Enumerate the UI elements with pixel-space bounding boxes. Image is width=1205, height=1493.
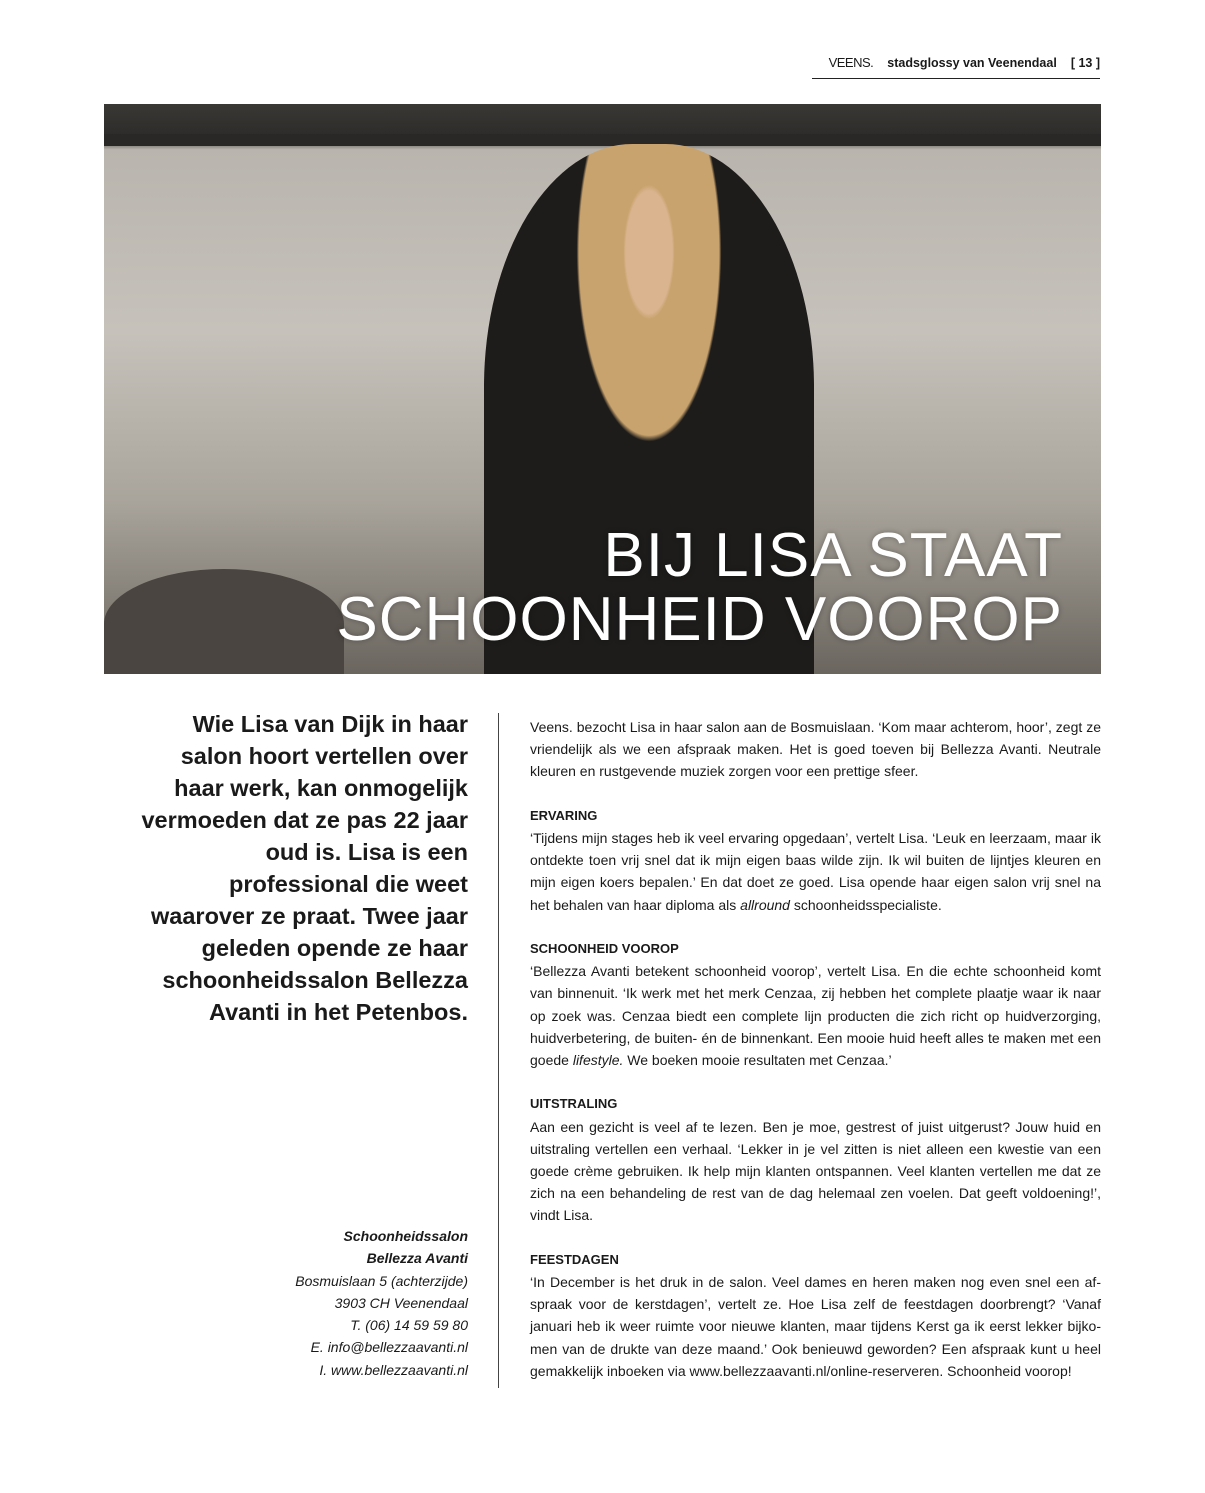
website: I. www.bellezzaavanti.nl [319,1361,468,1378]
text: schoonheidsspecialiste. [789,896,942,913]
subheading: ERVARING [530,807,598,823]
paragraph: Veens. bezocht Lisa in haar salon aan de Bosmuislaan. ‘Kom maar achterom, hoor’, zegt ze vriendelijk als we een afspraak maken. Het is goed toeven bij Bellezza Avanti. Neutrale kleuren en rustgevende muziek zorgen voor een prettige sfeer. [530,719,1101,780]
text: ‘Tijdens mijn stages heb ik veel ervaring opgedaan’, vertelt Lisa. ‘Leuk en leerzaam, maar ik ontdekte toen vrij snel dat ik mijn eigen baas wilde zijn. Ik wil buiten de lijntjes kleuren en mijn eigen koers bepalen.’ En dat doet ze goed. Lisa opende haar eigen salon vrij snel na het behalen van haar diploma als [530,830,1101,913]
paragraph: ‘In December is het druk in de salon. Veel dames en heren maken nog even snel een afspraak voor de kerstdagen’, vertelt ze. Hoe Lisa zelf de feestdagen doorbrengt? ‘Vanaf januari heb ik weer ruimte voor nieuwe klanten, maar tijdens Kerst ga ik eerst lekker bijkomen van de drukte van deze maand.’ Ook benieuwd geworden? Een afspraak kunt u heel gemakkelijk inboeken via www.bellezzaavanti.nl/online-reserveren. Schoonheid voorop! [530,1274,1101,1379]
paragraph [530,827,1101,916]
title-line-1: BIJ LISA STAAT [603,521,1063,590]
salon-name-2: Bellezza Avanti [366,1250,468,1267]
publication-name: stadsglossy van Veenendaal [887,56,1057,70]
header-rule [812,78,1100,79]
city: 3903 CH Veenendaal [334,1294,468,1311]
contact-block [200,1225,468,1381]
paragraph: Aan een gezicht is veel af te lezen. Ben je moe, gestrest of juist uitgerust? Jouw huid en uitstraling vertellen een verhaal. ‘Lekker in je vel zitten is niet alleen een kwestie van een goede crème gebruiken. Ik help mijn klanten ontspannen. Veel klanten vertellen me dat ze zich na een behandeling de rest van de dag helemaal zen voelen. Dat geeft voldoening!’, vindt Lisa. [530,1118,1101,1224]
article-title [336,521,1063,654]
magazine-logo: VEENS. [828,55,874,70]
subheading: FEESTDAGEN [530,1251,619,1267]
italic-text: lifestyle. [572,1052,624,1069]
subheading: UITSTRALING [530,1096,618,1112]
sink-bowl [104,569,344,674]
email: E. info@bellezzaavanti.nl [310,1339,468,1356]
hero-photo [104,104,1101,674]
article-body [530,716,1101,1404]
page-number: [ 13 ] [1070,56,1100,70]
paragraph [530,960,1101,1071]
text: ‘Bellezza Avanti betekent schoonheid voorop’, vertelt Lisa. En die echte schoonheid komt van binnenuit. ‘Ik werk met het merk Cenzaa, zij hebben het complete plaatje waar ik naar op zoek was. Cenzaa biedt een complete lijn producten die zich richt op huidverzorging, huidverbetering, de buiten- én de binnenkant. Een mooie huid heeft alles te maken met een goede [530,963,1101,1069]
italic-text: allround [740,896,790,913]
running-header [829,55,1100,70]
address: Bosmuislaan 5 (achterzijde) [295,1272,468,1289]
text: We boeken mooie resultaten met Cenzaa.’ [623,1052,892,1069]
subheading: SCHOONHEID VOOROP [530,941,679,956]
shelf [104,134,1101,146]
title-line-2: SCHOONHEID VOOROP [336,585,1063,654]
intro-lead: Wie Lisa van Dijk in haar salon hoort vertellen over haar werk, kan onmogelijk vermoeden dat ze pas 22 jaar oud is. Lisa is een professional die weet waarover ze praat. Twee jaar geleden opende ze haar schoonheidssalon Bellezza Avanti in het Petenbos. [141,711,468,1025]
salon-name-1: Schoonheidssalon [343,1228,468,1244]
column-divider [498,713,499,1388]
phone: T. (06) 14 59 59 80 [350,1317,468,1334]
